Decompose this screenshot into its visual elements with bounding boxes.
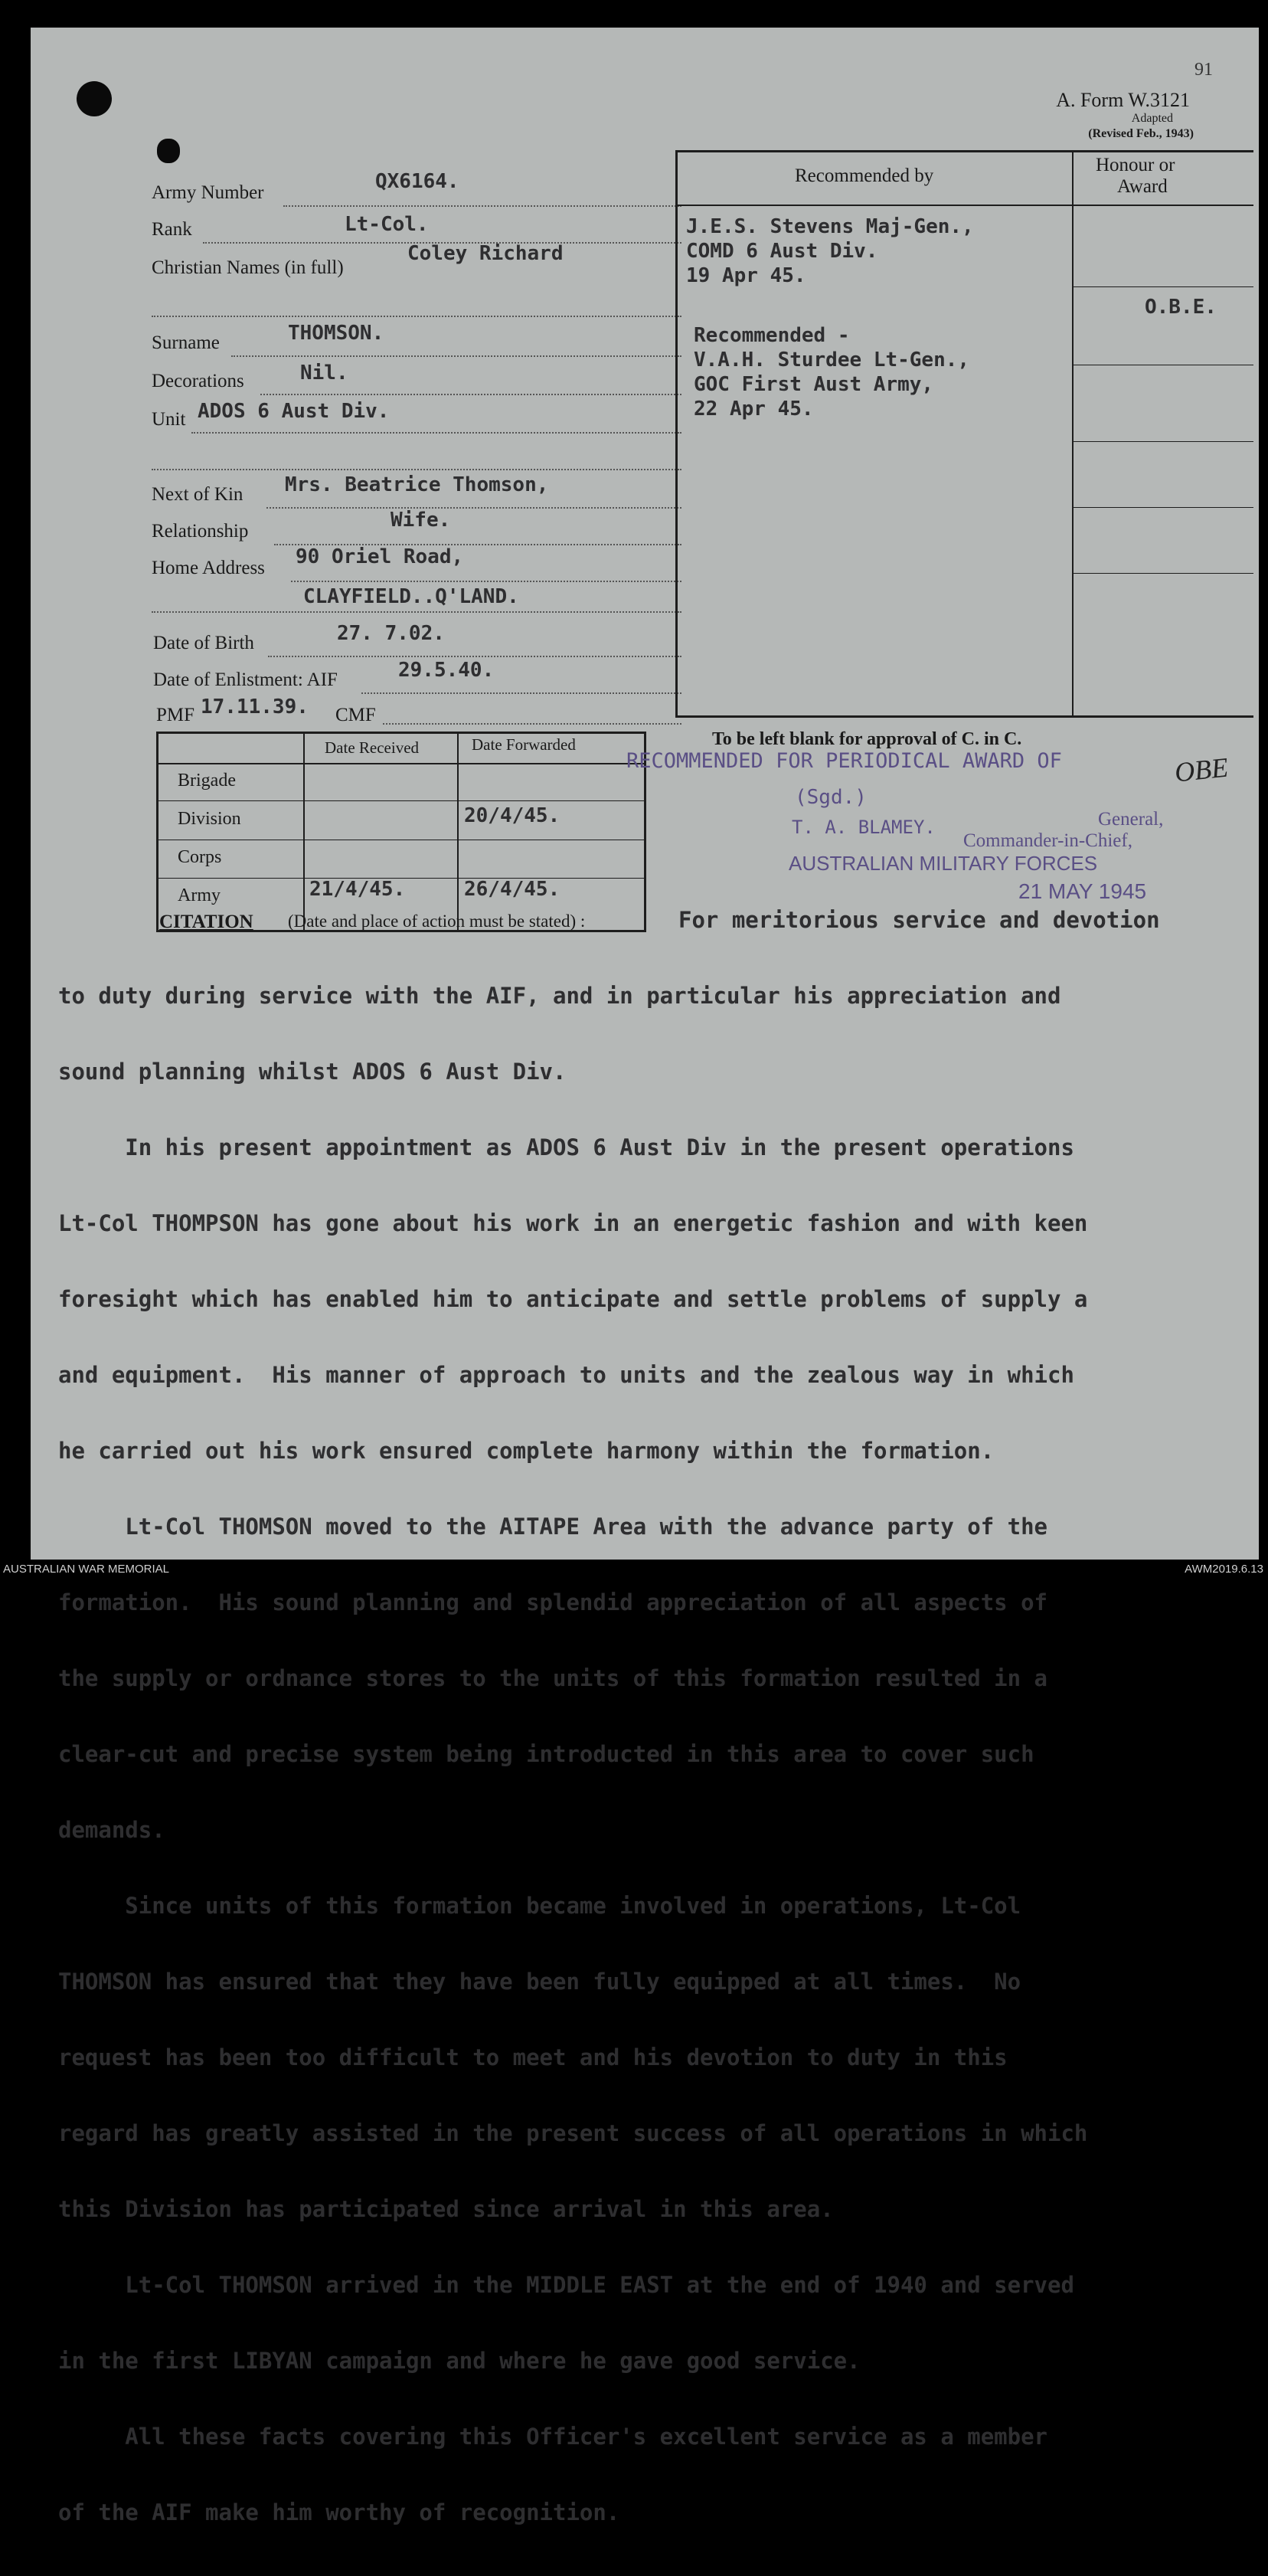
commander-title: Commander-in-Chief,: [963, 830, 1132, 851]
punch-hole-2: [157, 139, 180, 163]
dotted-line: [191, 432, 681, 434]
periodical-award-stamp: RECOMMENDED FOR PERIODICAL AWARD OF: [626, 749, 1062, 773]
citation-line: clear-cut and precise system being introducted in this area to cover such: [58, 1741, 1034, 1767]
citation-line: he carried out his work ensured complete harmony within the formation.: [58, 1438, 995, 1464]
row-label-brigade: Brigade: [178, 771, 236, 790]
dotted-line: [152, 611, 681, 613]
col-forwarded-header: Date Forwarded: [472, 735, 576, 754]
rec2-line-1: Recommended -: [694, 324, 850, 347]
award-rule: [1074, 441, 1253, 442]
dotted-line: [152, 316, 681, 317]
label-christian-names: Christian Names (in full): [152, 257, 344, 278]
corner-number: 91: [1194, 60, 1213, 80]
form-revised: (Revised Feb., 1943): [1088, 127, 1194, 140]
award-rule: [1074, 286, 1253, 287]
label-next-of-kin: Next of Kin: [152, 484, 243, 505]
header-rule: [678, 205, 1253, 206]
award-rule: [1074, 507, 1253, 508]
honour-header-1: Honour or: [1096, 155, 1175, 175]
dotted-line: [291, 581, 681, 582]
row-label-corps: Corps: [178, 847, 222, 867]
rec-line-3: 19 Apr 45.: [686, 264, 806, 287]
label-rank: Rank: [152, 219, 192, 240]
blank-approval-note: To be left blank for approval of C. in C.: [712, 729, 1022, 749]
label-cmf: CMF: [335, 705, 376, 725]
handwritten-obe: OBE: [1173, 751, 1230, 788]
value-address-line2: CLAYFIELD..Q'LAND.: [303, 585, 519, 608]
value-aif: 29.5.40.: [398, 659, 495, 682]
value-date-of-birth: 27. 7.02.: [337, 622, 445, 645]
value-surname: THOMSON.: [288, 322, 384, 345]
value-christian-names: Coley Richard: [407, 242, 564, 265]
table-col-divider: [303, 732, 305, 932]
citation-line: and equipment. His manner of approach to units and the zealous way in which: [58, 1362, 1074, 1388]
value-rank: Lt-Col.: [345, 213, 429, 236]
citation-line: All these facts covering this Officer's excellent service as a member: [58, 2424, 1048, 2450]
recommended-by-header: Recommended by: [795, 165, 934, 186]
citation-line: request has been too difficult to meet and his devotion to duty in this: [58, 2044, 1008, 2070]
dates-table: [156, 732, 646, 932]
army-received: 21/4/45.: [309, 878, 406, 901]
award-rule: [1074, 573, 1253, 574]
label-pmf: PMF: [156, 705, 195, 725]
citation-label: CITATION: [159, 912, 253, 932]
citation-line: demands.: [58, 1817, 165, 1843]
rec-line-2: COMD 6 Aust Div.: [686, 240, 878, 263]
army-forwarded: 26/4/45.: [464, 878, 560, 901]
citation-line: sound planning whilst ADOS 6 Aust Div.: [58, 1059, 567, 1085]
citation-line: this Division has participated since arrival in this area.: [58, 2196, 834, 2222]
label-home-address: Home Address: [152, 558, 265, 578]
rec-line-1: J.E.S. Stevens Maj-Gen.,: [686, 215, 974, 238]
col-received-header: Date Received: [325, 738, 420, 757]
general-title: General,: [1098, 809, 1164, 830]
label-relationship: Relationship: [152, 521, 249, 542]
table-row-divider: [156, 800, 646, 801]
citation-line: Lt-Col THOMSON arrived in the MIDDLE EAST at the end of 1940 and served: [58, 2272, 1074, 2298]
blamey-name: T. A. BLAMEY.: [792, 817, 936, 838]
honour-header-2: Award: [1117, 176, 1168, 197]
column-divider: [1072, 150, 1074, 718]
citation-body: [58, 933, 1087, 2576]
citation-line: regard has greatly assisted in the present success of all operations in which: [58, 2120, 1088, 2146]
citation-line: of the AIF make him worthy of recognition.: [58, 2499, 620, 2525]
form-adapted: Adapted: [1131, 112, 1173, 125]
table-col-divider: [457, 732, 459, 932]
form-title: A. Form W.3121: [1056, 89, 1190, 111]
recommended-by-lines: [686, 214, 974, 288]
citation-line: THOMSON has ensured that they have been fully equipped at all times. No: [58, 1969, 1021, 1995]
rec2-line-2: V.A.H. Sturdee Lt-Gen.,: [694, 349, 970, 372]
approval-date: 21 MAY 1945: [1018, 879, 1147, 903]
value-pmf: 17.11.39.: [201, 696, 309, 718]
footer-left: AUSTRALIAN WAR MEMORIAL: [3, 1563, 169, 1576]
citation-line: in the first LIBYAN campaign and where he gave good service.: [58, 2348, 861, 2374]
rec2-line-4: 22 Apr 45.: [694, 398, 814, 421]
citation-line: Lt-Col THOMSON moved to the AITAPE Area with the advance party of the: [58, 1514, 1048, 1540]
value-relationship: Wife.: [391, 509, 451, 532]
dotted-line: [260, 394, 681, 395]
label-decorations: Decorations: [152, 371, 244, 391]
value-army-number: QX6164.: [375, 170, 459, 193]
value-decorations: Nil.: [300, 362, 348, 385]
value-address-line1: 90 Oriel Road,: [296, 545, 464, 568]
value-unit: ADOS 6 Aust Div.: [198, 400, 390, 423]
citation-line: to duty during service with the AIF, and in particular his appreciation and: [58, 983, 1061, 1009]
sgd-text: (Sgd.): [795, 786, 867, 809]
label-army-number: Army Number: [152, 182, 264, 203]
citation-line: Lt-Col THOMPSON has gone about his work in an energetic fashion and with keen: [58, 1210, 1088, 1236]
rec2-line-3: GOC First Aust Army,: [694, 373, 934, 396]
row-label-army: Army: [178, 885, 221, 905]
dotted-line: [268, 656, 681, 657]
citation-first-line: For meritorious service and devotion: [678, 907, 1160, 933]
citation-line: foresight which has enabled him to anticipate and settle problems of supply a: [58, 1286, 1088, 1312]
dotted-line: [266, 507, 681, 509]
table-row-divider: [156, 763, 646, 764]
dotted-line: [361, 692, 681, 694]
citation-line: formation. His sound planning and splendid appreciation of all aspects of: [58, 1589, 1048, 1615]
dotted-line: [283, 205, 681, 207]
citation-line: Since units of this formation became involved in operations, Lt-Col: [58, 1893, 1021, 1919]
label-date-of-enlistment: Date of Enlistment: AIF: [153, 669, 338, 690]
label-surname: Surname: [152, 332, 220, 353]
award-value: O.B.E.: [1145, 296, 1217, 319]
value-next-of-kin: Mrs. Beatrice Thomson,: [285, 473, 549, 496]
label-unit: Unit: [152, 409, 186, 430]
label-date-of-birth: Date of Birth: [153, 633, 254, 653]
dotted-line: [231, 355, 681, 357]
division-forwarded: 20/4/45.: [464, 804, 560, 827]
punch-hole-1: [77, 81, 112, 116]
citation-note: (Date and place of action must be stated) :: [288, 912, 586, 931]
footer-right: AWM2019.6.13: [1185, 1563, 1263, 1576]
row-label-division: Division: [178, 809, 241, 829]
citation-line: In his present appointment as ADOS 6 Aust Div in the present operations: [58, 1134, 1074, 1160]
second-recommendation: [694, 323, 969, 421]
citation-line: the supply or ordnance stores to the units of this formation resulted in a: [58, 1665, 1048, 1691]
dotted-line: [152, 469, 681, 470]
dotted-line: [383, 723, 681, 725]
forces-title: AUSTRALIAN MILITARY FORCES: [789, 852, 1098, 875]
